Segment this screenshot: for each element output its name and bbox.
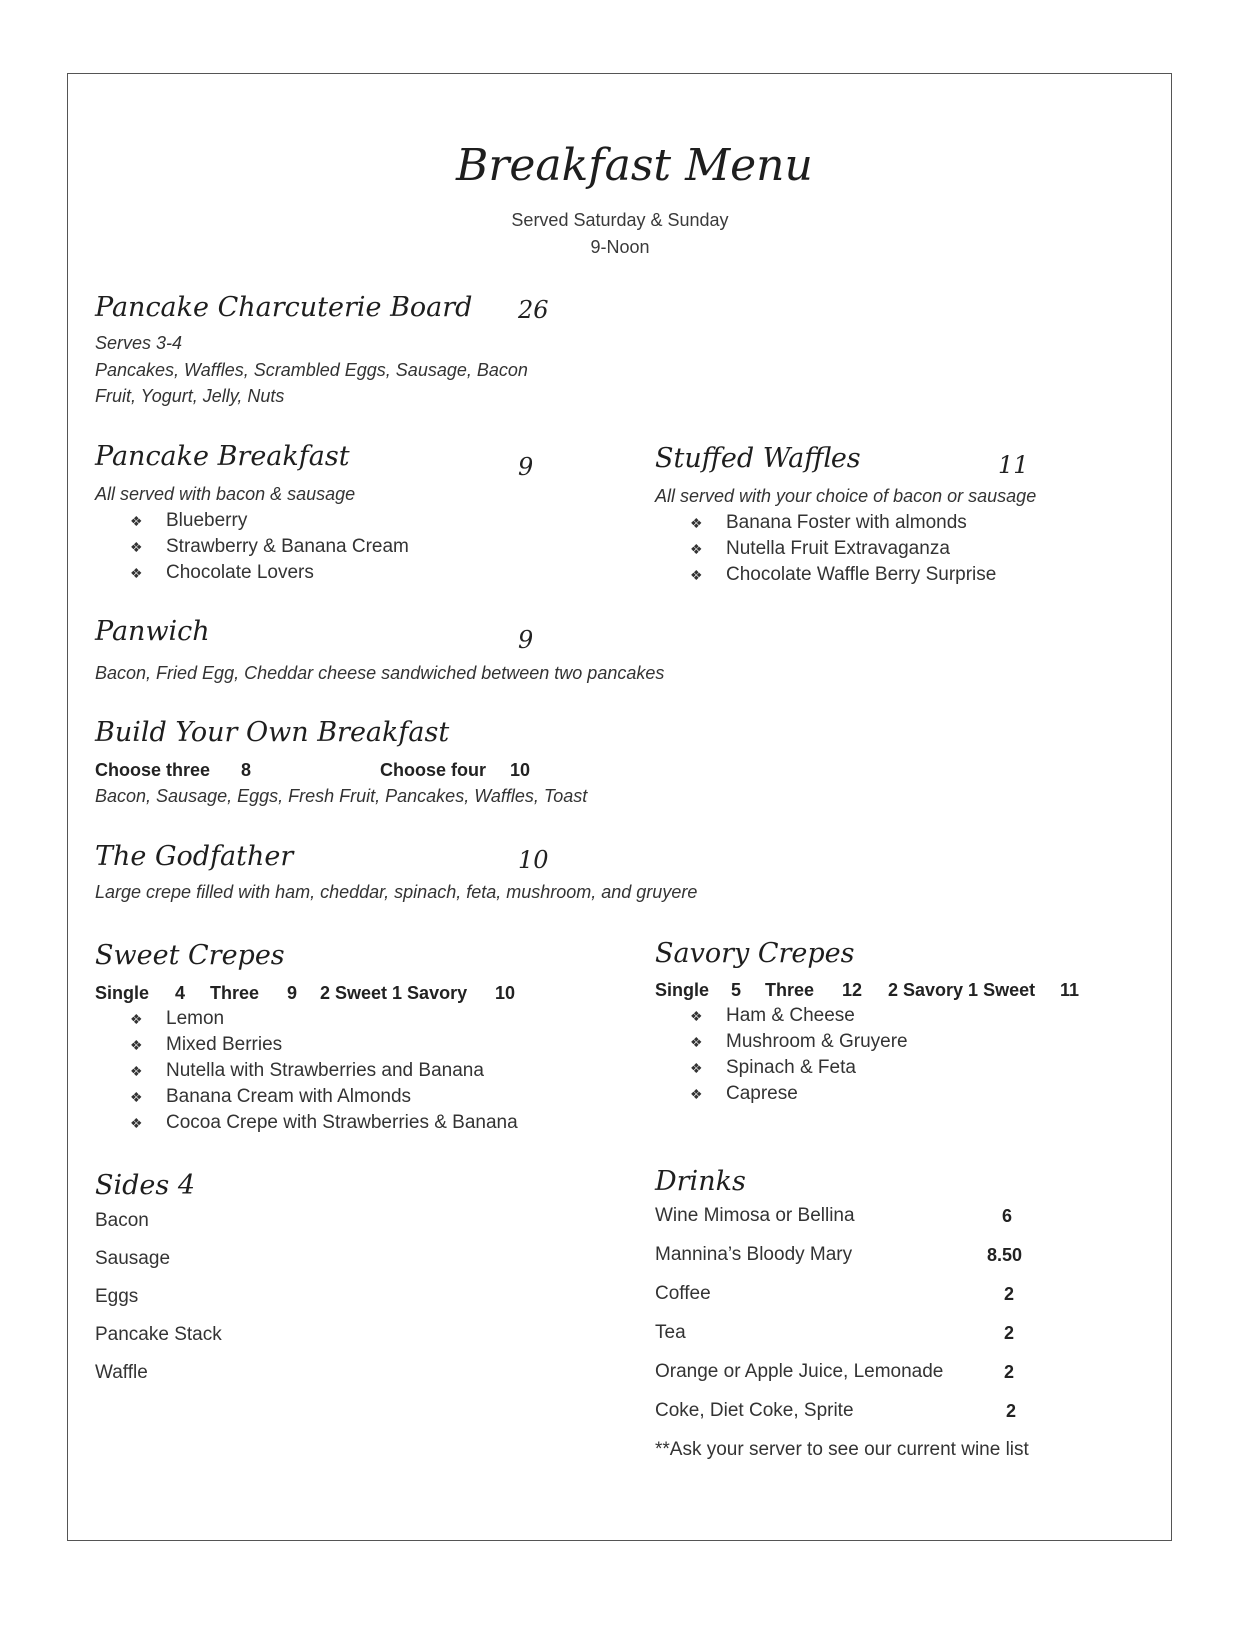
pancake-item: ❖ Chocolate Lovers xyxy=(130,562,314,583)
bullet-icon: ❖ xyxy=(690,1008,703,1024)
drink-name: Coke, Diet Coke, Sprite xyxy=(655,1400,854,1421)
wine-list-note: **Ask your server to see our current wine list xyxy=(655,1439,1029,1460)
bullet-icon: ❖ xyxy=(690,1086,703,1102)
bullet-icon: ❖ xyxy=(690,515,703,531)
sweet-single-price: 4 xyxy=(175,983,186,1003)
side-item: Sausage xyxy=(95,1248,171,1269)
side-item: Bacon xyxy=(95,1210,149,1231)
byob-choose-three-price: 8 xyxy=(241,760,252,780)
sweet-three-price: 9 xyxy=(287,983,298,1003)
savory-single-price: 5 xyxy=(731,980,742,1000)
byob-desc: Bacon, Sausage, Eggs, Fresh Fruit, Pancakes, Waffles, Toast xyxy=(95,786,588,806)
bullet-icon: ❖ xyxy=(690,1034,703,1050)
bullet-icon: ❖ xyxy=(130,1011,143,1027)
sweet-single-label: Single xyxy=(95,983,150,1003)
drink-name: Coffee xyxy=(655,1283,711,1304)
savory-crepe-item: ❖ Spinach & Feta xyxy=(690,1057,856,1078)
godfather-desc: Large crepe filled with ham, cheddar, spinach, feta, mushroom, and gruyere xyxy=(95,882,698,902)
waffle-item: ❖ Nutella Fruit Extravaganza xyxy=(690,538,950,559)
savory-crepe-item: ❖ Caprese xyxy=(690,1083,798,1104)
drink-name: Orange or Apple Juice, Lemonade xyxy=(655,1361,944,1382)
savory-crepe-item: ❖ Mushroom & Gruyere xyxy=(690,1031,908,1052)
pancake-breakfast-note: All served with bacon & sausage xyxy=(95,484,356,504)
pancake-breakfast-price: 9 xyxy=(518,453,534,481)
drink-price: 2 xyxy=(1004,1323,1015,1343)
sweet-crepe-item: ❖ Nutella with Strawberries and Banana xyxy=(130,1060,484,1081)
bullet-icon: ❖ xyxy=(130,565,143,581)
sides-title: Sides 4 xyxy=(95,1170,196,1201)
sweet-combo-price: 10 xyxy=(495,983,516,1003)
menu-subtitle: Served Saturday & Sunday xyxy=(511,210,729,230)
sweet-crepes-title: Sweet Crepes xyxy=(95,940,285,971)
charcuterie-serves: Serves 3-4 xyxy=(95,333,183,353)
savory-crepe-item: ❖ Ham & Cheese xyxy=(690,1005,855,1026)
drink-price: 6 xyxy=(1002,1206,1013,1226)
drink-price: 2 xyxy=(1004,1284,1015,1304)
pancake-item: ❖ Blueberry xyxy=(130,510,248,531)
charcuterie-desc-2: Fruit, Yogurt, Jelly, Nuts xyxy=(95,386,285,406)
byob-title: Build Your Own Breakfast xyxy=(95,717,450,748)
bullet-icon: ❖ xyxy=(130,539,143,555)
sweet-combo-label: 2 Sweet 1 Savory xyxy=(320,983,468,1003)
stuffed-waffles-price: 11 xyxy=(998,451,1029,479)
side-item: Eggs xyxy=(95,1286,139,1307)
drink-name: Tea xyxy=(655,1322,686,1343)
drink-name: Wine Mimosa or Bellina xyxy=(655,1205,855,1226)
charcuterie-desc-1: Pancakes, Waffles, Scrambled Eggs, Sausage, Bacon xyxy=(95,360,528,380)
bullet-icon: ❖ xyxy=(130,1037,143,1053)
stuffed-waffles-note: All served with your choice of bacon or sausage xyxy=(655,486,1037,506)
drink-price: 2 xyxy=(1006,1401,1017,1421)
bullet-icon: ❖ xyxy=(690,1060,703,1076)
side-item: Pancake Stack xyxy=(95,1324,222,1345)
savory-crepes-title: Savory Crepes xyxy=(655,938,855,969)
waffle-item: ❖ Banana Foster with almonds xyxy=(690,512,967,533)
pancake-item: ❖ Strawberry & Banana Cream xyxy=(130,536,409,557)
stuffed-waffles-title: Stuffed Waffles xyxy=(655,443,861,474)
drinks-title: Drinks xyxy=(655,1166,746,1197)
byob-choose-four-price: 10 xyxy=(510,760,531,780)
bullet-icon: ❖ xyxy=(130,1089,143,1105)
sweet-three-label: Three xyxy=(210,983,260,1003)
menu-title: Breakfast Menu xyxy=(456,140,813,191)
drink-price: 8.50 xyxy=(987,1245,1023,1265)
byob-choose-four-label: Choose four xyxy=(380,760,486,780)
sweet-crepe-item: ❖ Banana Cream with Almonds xyxy=(130,1086,412,1107)
menu-hours: 9-Noon xyxy=(590,237,650,257)
sweet-crepe-item: ❖ Cocoa Crepe with Strawberries & Banana xyxy=(130,1112,518,1133)
waffle-item: ❖ Chocolate Waffle Berry Surprise xyxy=(690,564,997,585)
godfather-price: 10 xyxy=(518,846,549,874)
savory-single-label: Single xyxy=(655,980,710,1000)
savory-three-label: Three xyxy=(765,980,815,1000)
side-item: Waffle xyxy=(95,1362,148,1383)
panwich-desc: Bacon, Fried Egg, Cheddar cheese sandwiched between two pancakes xyxy=(95,663,665,683)
pancake-breakfast-title: Pancake Breakfast xyxy=(95,441,350,472)
panwich-price: 9 xyxy=(518,626,534,654)
charcuterie-price: 26 xyxy=(518,296,549,324)
bullet-icon: ❖ xyxy=(690,567,703,583)
sweet-crepe-item: ❖ Mixed Berries xyxy=(130,1034,283,1055)
sweet-crepe-item: ❖ Lemon xyxy=(130,1008,225,1029)
bullet-icon: ❖ xyxy=(130,513,143,529)
drink-price: 2 xyxy=(1004,1362,1015,1382)
savory-three-price: 12 xyxy=(842,980,863,1000)
savory-combo-price: 11 xyxy=(1060,980,1080,1000)
charcuterie-title: Pancake Charcuterie Board xyxy=(95,292,473,323)
savory-combo-label: 2 Savory 1 Sweet xyxy=(888,980,1036,1000)
bullet-icon: ❖ xyxy=(130,1115,143,1131)
byob-choose-three-label: Choose three xyxy=(95,760,211,780)
godfather-title: The Godfather xyxy=(95,841,294,872)
bullet-icon: ❖ xyxy=(130,1063,143,1079)
panwich-title: Panwich xyxy=(95,616,210,647)
drink-name: Mannina’s Bloody Mary xyxy=(655,1244,853,1265)
bullet-icon: ❖ xyxy=(690,541,703,557)
